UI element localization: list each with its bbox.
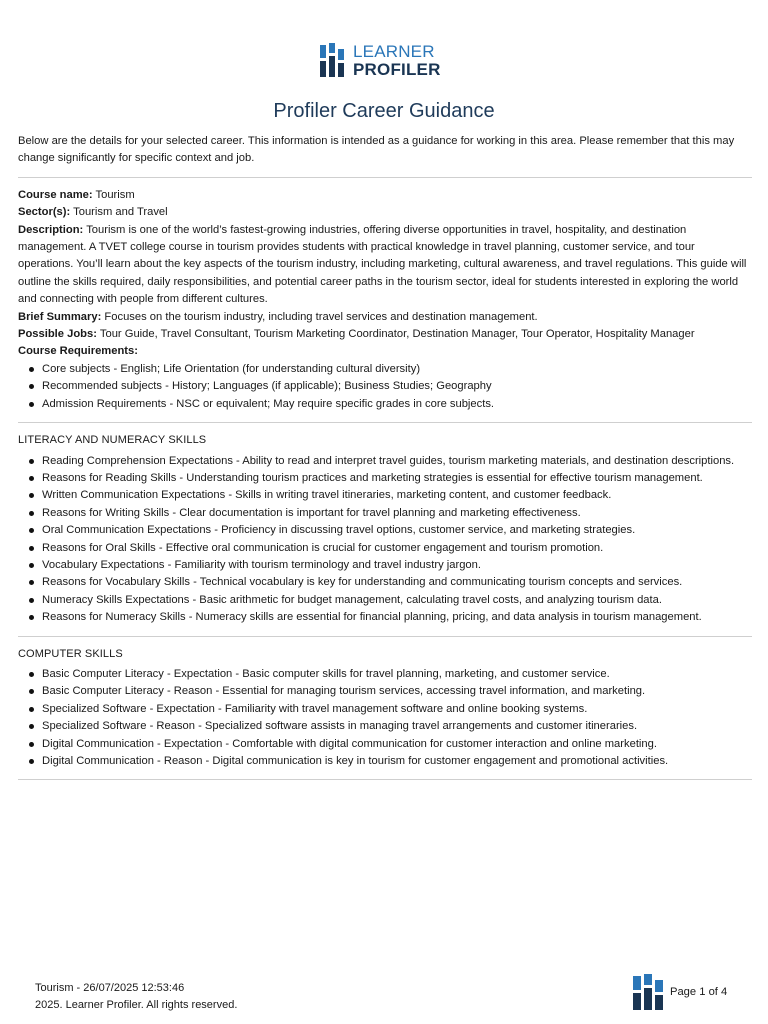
requirements-heading	[18, 343, 752, 360]
footer-logo-icon	[633, 974, 665, 1010]
logo-text-profiler: PROFILER	[353, 60, 441, 79]
list-item: Oral Communication Expectations - Proficiency in discussing travel options, customer service, and marketing strategies.	[42, 522, 752, 539]
list-item: Vocabulary Expectations - Familiarity with tourism terminology and travel industry jargon.	[42, 557, 752, 574]
list-item: Core subjects - English; Life Orientation (for understanding cultural diversity)	[42, 361, 752, 378]
jobs-row	[18, 326, 752, 343]
course-name-value: Tourism	[95, 188, 135, 201]
summary-label: Brief Summary:	[18, 310, 102, 323]
list-item: Reading Comprehension Expectations - Ability to read and interpret travel guides, tourism marketing materials, and destination descriptions.	[42, 453, 752, 470]
jobs-value: Tour Guide, Travel Consultant, Tourism Marketing Coordinator, Destination Manager, Tour Operator, Hospitality Manager	[99, 328, 695, 341]
divider	[18, 422, 752, 423]
summary-value: Focuses on the tourism industry, including travel services and destination management.	[104, 310, 538, 323]
literacy-section	[18, 432, 752, 626]
computer-list	[18, 666, 752, 770]
list-item: Reasons for Reading Skills - Understanding tourism practices and marketing strategies is essential for effective tourism management.	[42, 470, 752, 487]
page-number: Page 1 of 4	[670, 986, 728, 998]
list-item: Reasons for Numeracy Skills - Numeracy skills are essential for financial planning, pricing, and data analysis in tourism management.	[42, 609, 752, 626]
summary-row	[18, 309, 752, 326]
jobs-label: Possible Jobs:	[18, 328, 97, 341]
literacy-list	[18, 453, 752, 627]
list-item: Numeracy Skills Expectations - Basic arithmetic for budget management, calculating travel costs, and analyzing tourism data.	[42, 592, 752, 609]
list-item: Basic Computer Literacy - Expectation - Basic computer skills for travel planning, marketing, and customer service.	[42, 666, 752, 683]
list-item: Written Communication Expectations - Skills in writing travel itineraries, marketing content, and customer feedback.	[42, 487, 752, 504]
description-value: Tourism is one of the world’s fastest-growing industries, offering diverse opportunities in travel, hospitality, and destination management. A TVET college course in tourism provides students with practical knowledge in travel planning, customer service, and tour operations. You’ll learn about the key aspects of the tourism industry, including marketing, cultural awareness, and travel regulations. This guide will outline the skills required, daily responsibilities, and potential career paths in the tourism sector, ideal for students interested in exploring the world and connecting with people from different cultures.	[18, 223, 747, 306]
list-item: Recommended subjects - History; Languages (if applicable); Business Studies; Geography	[42, 378, 752, 395]
list-item: Reasons for Oral Skills - Effective oral communication is crucial for customer engagement and tourism promotion.	[42, 540, 752, 557]
description-label: Description:	[18, 223, 84, 236]
list-item: Digital Communication - Expectation - Comfortable with digital communication for customer interaction and online marketing.	[42, 736, 752, 753]
list-item: Reasons for Writing Skills - Clear documentation is important for travel planning and marketing effectiveness.	[42, 505, 752, 522]
footer-copyright: 2025. Learner Profiler. All rights reserved.	[35, 999, 238, 1011]
footer-timestamp: Tourism - 26/07/2025 12:53:46	[35, 982, 185, 994]
sector-value: Tourism and Travel	[73, 206, 168, 219]
logo-mark-icon	[320, 43, 346, 77]
intro-text: Below are the details for your selected career. This information is intended as a guidance for working in this area. Please remember that this may change significantly for specific context and job.	[18, 135, 735, 165]
sector-label: Sector(s):	[18, 206, 71, 219]
divider	[18, 636, 752, 637]
list-item: Reasons for Vocabulary Skills - Technical vocabulary is key for understanding and communicating tourism concepts and services.	[42, 574, 752, 591]
list-item: Specialized Software - Reason - Specialized software assists in managing travel arrangements and customer itineraries.	[42, 718, 752, 735]
computer-section	[18, 646, 752, 771]
computer-heading: COMPUTER SKILLS	[18, 647, 123, 660]
course-name-label: Course name:	[18, 188, 93, 201]
divider	[18, 779, 752, 780]
course-details	[18, 187, 752, 413]
divider	[18, 177, 752, 178]
sector-row	[18, 204, 752, 221]
document-body	[18, 133, 752, 789]
list-item: Admission Requirements - NSC or equivalent; May require specific grades in core subjects.	[42, 396, 752, 413]
list-item: Specialized Software - Expectation - Familiarity with travel management software and online booking systems.	[42, 701, 752, 718]
list-item: Basic Computer Literacy - Reason - Essential for managing tourism services, accessing travel information, and marketing.	[42, 683, 752, 700]
footer-info	[35, 980, 237, 1014]
page-title: Profiler Career Guidance	[273, 100, 495, 122]
course-name-row	[18, 187, 752, 204]
list-item: Digital Communication - Reason - Digital communication is key in tourism for customer engagement and promotional activities.	[42, 753, 752, 770]
logo-text-learner: LEARNER	[353, 42, 435, 61]
description-row	[18, 222, 752, 309]
literacy-heading: LITERACY AND NUMERACY SKILLS	[18, 434, 207, 447]
requirements-list	[18, 361, 752, 413]
requirements-label: Course Requirements:	[18, 345, 138, 358]
